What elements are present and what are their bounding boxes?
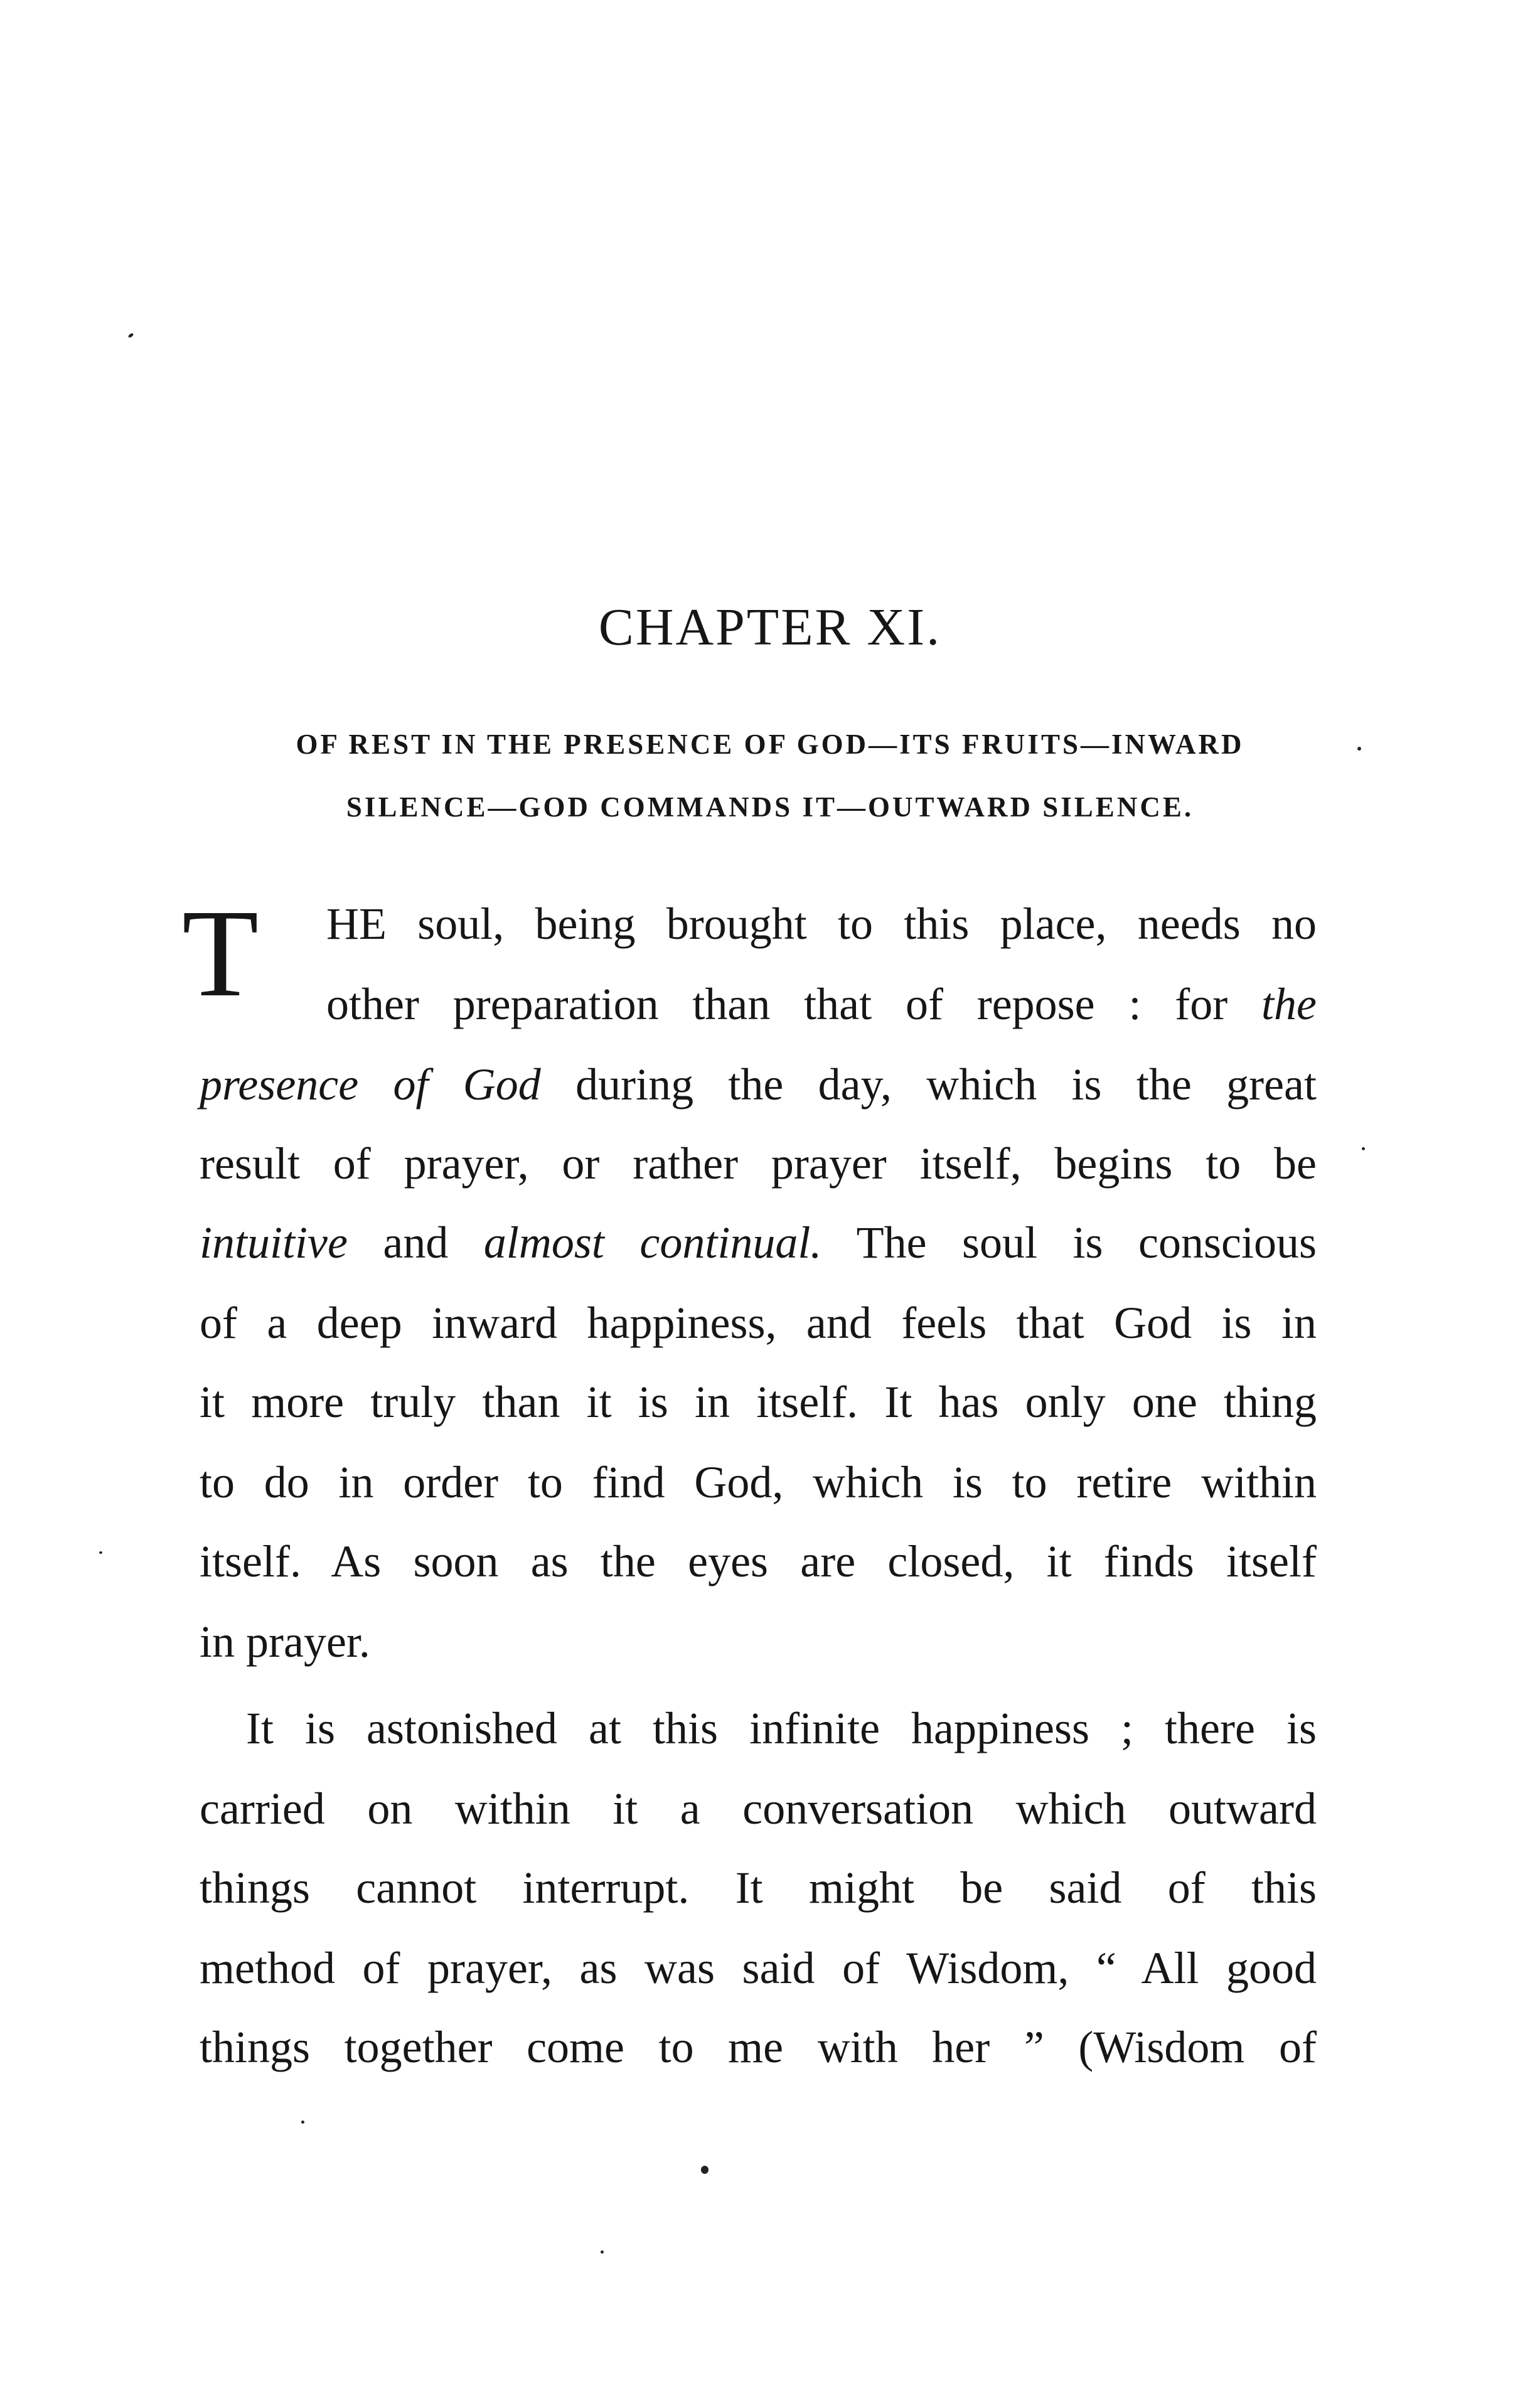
- scan-speck: [701, 2166, 709, 2174]
- paragraph-2-line-3: things cannot interrupt. It might be said of this: [200, 1863, 1317, 1913]
- paragraph-1-line-1: HE soul, being brought to this place, needs no: [326, 899, 1317, 949]
- paragraph-1-line-3: presence of God during the day, which is the great: [200, 1059, 1317, 1110]
- paragraph-2-line-4: method of prayer, as was said of Wisdom, “ All good: [200, 1943, 1317, 1993]
- scan-speck: [301, 2121, 304, 2124]
- chapter-subtitle-line-2: SILENCE—GOD COMMANDS IT—OUTWARD SILENCE.: [346, 791, 1194, 823]
- paragraph-1-line-6: of a deep inward happiness, and feels that God is in: [200, 1298, 1317, 1348]
- scan-speck: [127, 333, 134, 338]
- paragraph-1-line-8: to do in order to find God, which is to retire within: [200, 1457, 1317, 1507]
- scan-speck: [1362, 1147, 1365, 1150]
- chapter-title: CHAPTER XI.: [598, 598, 942, 656]
- paragraph-2-line-2: carried on within it a conversation which outward: [200, 1784, 1317, 1834]
- scan-speck: [99, 1551, 102, 1554]
- drop-cap: T: [182, 884, 259, 1023]
- chapter-subtitle-line-1: OF REST IN THE PRESENCE OF GOD—ITS FRUITS—INWARD: [296, 729, 1244, 760]
- scan-speck: [601, 2250, 604, 2254]
- paragraph-1-line-7: it more truly than it is in itself. It has only one thing: [200, 1377, 1317, 1427]
- paragraph-2-line-5: things together come to me with her ” (Wisdom of: [200, 2022, 1317, 2072]
- paragraph-1-line-4: result of prayer, or rather prayer itself, begins to be: [200, 1138, 1317, 1189]
- paragraph-1-line-10: in prayer.: [200, 1617, 370, 1667]
- paragraph-1-line-5: intuitive and almost continual. The soul is conscious: [200, 1217, 1317, 1268]
- paragraph-1-line-9: itself. As soon as the eyes are closed, it finds itself: [200, 1536, 1317, 1586]
- paragraph-1-line-2: other preparation than that of repose : for the: [326, 979, 1317, 1029]
- scan-speck: [1357, 747, 1361, 751]
- paragraph-2-line-1: It is astonished at this infinite happiness ; there is: [246, 1703, 1317, 1753]
